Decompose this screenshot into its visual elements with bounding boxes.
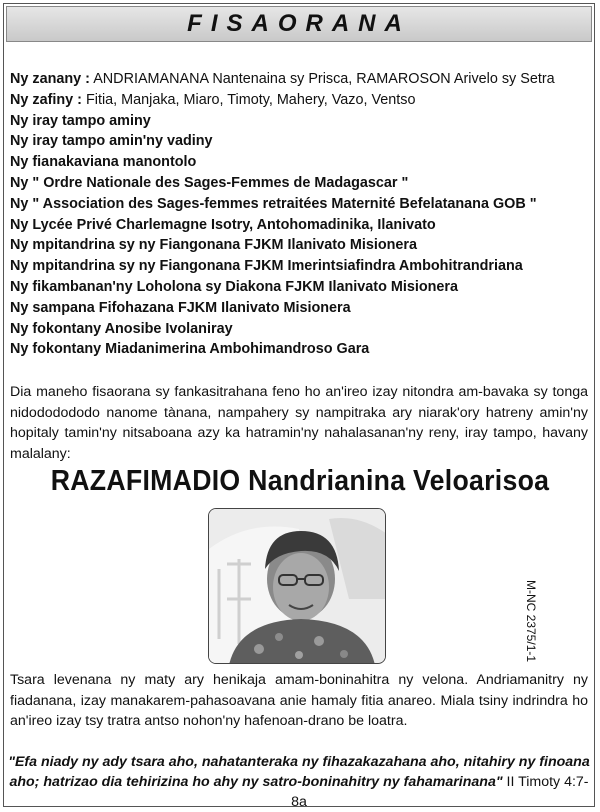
body-paragraph: Tsara levenana ny maty ary henikaja amam-boninahitra ny velona. Andriamanitry ny fiadanana, izay manakarem-pahasoavana anie hamaly fitia anareo. Miala tsiny indrindra ho an'ireo izay tsy tratra antso nohon'ny hafenoan-drano be loatra. [10, 672, 588, 729]
reference-code: M-NC 2375/1-1 [524, 580, 538, 663]
family-row: Ny " Ordre Nationale des Sages-Femmes de Madagascar " [10, 174, 409, 191]
family-row: Ny zanany : ANDRIAMANANA Nantenaina sy Prisca, RAMAROSON Arivelo sy Setra [10, 71, 555, 87]
header-title: FISAORANA [187, 10, 411, 37]
family-row: Ny mpitandrina sy ny Fiangonana FJKM Ilanivato Misionera [10, 237, 418, 254]
family-row: Ny iray tampo aminy [10, 112, 151, 129]
header-banner [6, 6, 592, 42]
family-row: Ny fokontany Miadanimerina Ambohimandroso Gara [10, 341, 370, 358]
deceased-name: RAZAFIMADIO Nandrianina Veloarisoa [50, 465, 550, 497]
family-row: Ny sampana Fifohazana FJKM Ilanivato Misionera [10, 299, 351, 316]
intro-paragraph: Dia maneho fisaorana sy fankasitrahana feno ho an'ireo izay nitondra am-bavaka sy tonga nidododododo nanome tànana, nampahery sy nampitraka ary niarak'ory hatreny amin'ny hopitaly tamin'ny nitsaboana azy ka hatramin'ny nahalasanan'ny reny, iray tampo, havany malalany: [10, 384, 588, 462]
family-row: Ny fianakaviana manontolo [10, 154, 197, 171]
family-row: Ny " Association des Sages-femmes retraitées Maternité Befelatanana GOB " [10, 195, 537, 212]
portrait-photo [208, 508, 386, 664]
portrait-image [209, 509, 386, 664]
family-row: Ny fikambanan'ny Loholona sy Diakona FJKM Ilanivato Misionera [10, 278, 459, 295]
quote-text: "Efa niady ny ady tsara aho, nahatanteraka ny fihazakazahana aho, nitahiry ny finoana aho; hatrizao dia tehirizina ho ahy ny satro-boninahitry ny fahamarinana" [8, 754, 590, 790]
family-row: Ny iray tampo amin'ny vadiny [10, 133, 213, 150]
family-row: Ny mpitandrina sy ny Fiangonana FJKM Imerintsiafindra Ambohitrandriana [10, 258, 523, 275]
family-list [10, 69, 590, 360]
family-row: Ny fokontany Anosibe Ivolaniray [10, 320, 233, 337]
bible-quote [8, 752, 590, 812]
quote-citation: II Timoty 4:7-8a [291, 774, 589, 810]
family-row: Ny zafiny : Fitia, Manjaka, Miaro, Timoty, Mahery, Vazo, Ventso [10, 91, 416, 108]
family-row: Ny Lycée Privé Charlemagne Isotry, Antohomadinika, Ilanivato [10, 216, 436, 233]
